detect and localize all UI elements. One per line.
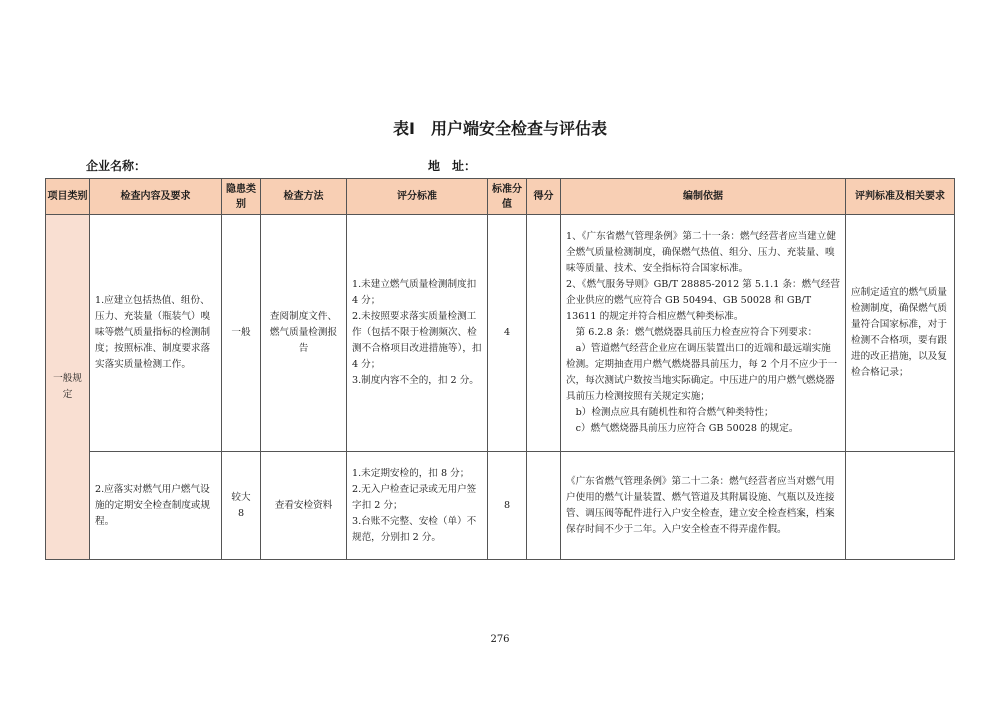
- header-hazard: 隐患类别: [222, 179, 261, 215]
- inspection-table: [45, 178, 955, 560]
- criteria-cell: [347, 452, 488, 560]
- standard-score-cell: 8: [488, 452, 527, 560]
- header-standard-score: 标准分值: [488, 179, 527, 215]
- criteria-line: 1.未建立燃气质量检测制度扣 4 分；: [352, 279, 477, 306]
- criteria-line: 3.制度内容不全的，扣 2 分。: [352, 375, 479, 386]
- basis-cell: [561, 452, 846, 560]
- method-cell: 查阅制度文件、燃气质量检测报告: [261, 215, 347, 452]
- criteria-cell: [347, 215, 488, 452]
- header-category: 项目类别: [46, 179, 90, 215]
- criteria-line: 2.无入户检查记录或无用户签字扣 2 分；: [352, 483, 477, 511]
- header-content: 检查内容及要求: [90, 179, 222, 215]
- score-cell: [527, 215, 561, 452]
- content-cell: 1.应建立包括热值、组份、压力、充装量（瓶装气）嗅味等燃气质量指标的检测制度；按照标准、制度要求落实落实质量检测工作。: [90, 215, 222, 452]
- table-header-row: [46, 179, 955, 215]
- requirements-cell: [846, 452, 955, 560]
- basis-line: 《广东省燃气管理条例》第二十二条：燃气经营者应当对燃气用户使用的燃气计量装置、燃气管道及其附属设施、气瓶以及连接管、调压阀等配件进行入户安全检查，建立安全检查档案，档案保存时间不少于二年。入户安全检查不得弄虚作假。: [566, 475, 835, 535]
- basis-line: 1、《广东省燃气管理条例》第二十一条：燃气经营者应当建立健全燃气质量检测制度，确保燃气热值、组分、压力、充装量、嗅味等质量、技术、安全指标符合国家标准。: [566, 231, 836, 274]
- content-cell: 2.应落实对燃气用户燃气设施的定期安全检查制度或规程。: [90, 452, 222, 560]
- criteria-line: 1.未定期安检的，扣 8 分；: [352, 467, 470, 479]
- score-cell: [527, 452, 561, 560]
- category-cell: 一般规定: [46, 215, 90, 560]
- page-number: 276: [490, 634, 510, 645]
- requirements-cell: 应制定适宜的燃气质量检测制度，确保燃气质量符合国家标准，对于检测不合格项，要有跟进的改正措施，以及复检合格记录；: [846, 215, 955, 452]
- hazard-cell: 一般: [222, 215, 261, 452]
- basis-cell: [561, 215, 846, 452]
- basis-line: b）检测点应具有随机性和符合燃气种类特性；: [566, 407, 774, 418]
- table-title: 表Ⅰ 用户端安全检查与评估表: [393, 119, 607, 138]
- header-requirements: 评判标准及相关要求: [846, 179, 955, 215]
- company-name-label: 企业名称：: [86, 159, 147, 173]
- table-row: [46, 452, 955, 560]
- basis-line: c）燃气燃烧器具前压力应符合 GB 50028 的规定。: [566, 423, 799, 434]
- header-method: 检查方法: [261, 179, 347, 215]
- table-row: [46, 215, 955, 452]
- hazard-cell: 较大 8: [222, 452, 261, 560]
- method-cell: 查看安检资料: [261, 452, 347, 560]
- basis-line: a）管道燃气经营企业应在调压装置出口的近端和最远端实施检测。定期抽查用户燃气燃烧器具前压力，每 2 个月不应少于一次，每次测试户数按当地实际确定。中压进户的用户燃气燃烧器具前压力检测按照有关规定实施；: [566, 343, 838, 402]
- header-score: 得分: [527, 179, 561, 215]
- address-label: 地 址：: [428, 159, 477, 173]
- criteria-line: 2.未按照要求落实质量检测工作（包括不限于检测频次、检测不合格项目改进措施等），扣 4 分；: [352, 311, 482, 370]
- basis-line: 2、《燃气服务导则》GB/T 28885-2012 第 5.1.1 条：燃气经营企业供应的燃气应符合 GB 50494、GB 50028 和 GB/T 13611 的规定并符合相应燃气种类标准。: [566, 279, 840, 322]
- standard-score-cell: 4: [488, 215, 527, 452]
- header-criteria: 评分标准: [347, 179, 488, 215]
- criteria-line: 3.台账不完整、安检（单）不规范，分别扣 2 分。: [352, 515, 477, 543]
- header-basis: 编制依据: [561, 179, 846, 215]
- basis-line: 第 6.2.8 条：燃气燃烧器具前压力检查应符合下列要求：: [566, 327, 818, 338]
